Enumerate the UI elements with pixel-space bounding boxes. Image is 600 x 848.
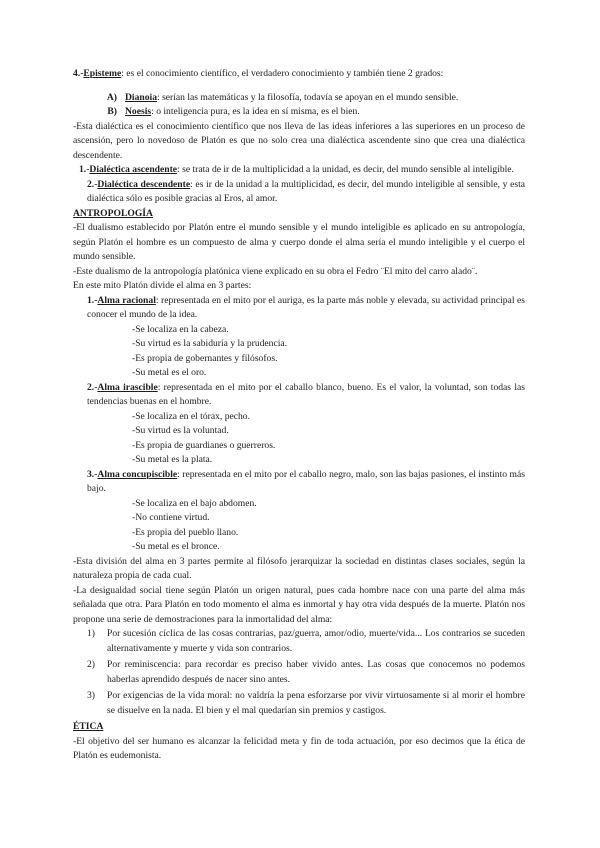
alma-term: Alma irascible bbox=[97, 381, 158, 393]
grade-term: Dianoia bbox=[125, 91, 157, 103]
list-item bbox=[73, 658, 525, 687]
list-marker: 1) bbox=[87, 628, 95, 639]
alma-number: 2.- bbox=[87, 381, 98, 393]
list-text: Por reminiscencia: para recordar es preciso haber vivido antes. Las cosas que conocemos no podemos haberlas aprendido después de nacer sino antes. bbox=[107, 659, 525, 685]
episteme-paragraph bbox=[73, 67, 525, 82]
list-marker: 3) bbox=[87, 690, 95, 701]
list-item: -Se localiza en el bajo abdomen. bbox=[132, 497, 257, 509]
list-item bbox=[73, 627, 525, 656]
dialectica-intro: -Esta dialéctica es el conocimiento científico que nos lleva de las ideas inferiores a las superiores en un proceso de ascensión, pero lo novedoso de Platón es que no solo crea una dialéctica ascendente sino que crea una dialéctica descendente. bbox=[73, 120, 525, 161]
alma-text: : representada en el mito por el auriga, es la parte más noble y elevada, su actividad principal es conocer el mundo de la idea. bbox=[87, 294, 525, 320]
dialectica-asc-term: Dialéctica ascendente bbox=[89, 164, 178, 175]
list-text: Por sucesión cíclica de las cosas contrarias, paz/guerra, amor/odio, muerte/vida... Los contrarios se suceden alternativamente y muerte y vida son contrarios. bbox=[107, 628, 525, 654]
document-page bbox=[73, 67, 525, 764]
division-paragraph: -Esta división del alma en 3 partes permite al filósofo jerarquizar la sociedad en distintas clases sociales, según la naturaleza propia de cada cual. bbox=[73, 555, 525, 581]
alma-number: 3.- bbox=[87, 468, 98, 480]
list-item: -Su metal es la plata. bbox=[132, 454, 213, 465]
episteme-text: : es el conocimiento científico, el verdadero conocimiento y también tiene 2 grados: bbox=[121, 68, 444, 79]
list-item: -Se localiza en la cabeza. bbox=[132, 323, 229, 335]
list-item: -No contiene virtud. bbox=[132, 512, 210, 523]
list-item: -Su virtud es la voluntad. bbox=[132, 425, 229, 436]
antropologia-paragraph-3: En este mito Platón divide el alma en 3 partes: bbox=[73, 280, 252, 291]
list-item: -Se localiza en el tórax, pecho. bbox=[132, 410, 251, 422]
dialectica-desc-number: 2.- bbox=[87, 178, 98, 190]
alma-irascible-paragraph bbox=[73, 381, 525, 410]
grade-desc: : o inteligencia pura, es la idea en sí misma, es el bien. bbox=[151, 106, 360, 117]
etica-paragraph: -El objetivo del ser humano es alcanzar la felicidad meta y fin de toda actuación, por eso decimos que la ética de Platón es eudemonista. bbox=[73, 735, 525, 761]
list-marker: 2) bbox=[87, 659, 95, 670]
alma-text: : representada en el mito por el caballo blanco, bueno. Es el valor, la voluntad, son todas las tendencias buenas en el hombre. bbox=[87, 381, 525, 407]
list-text: Por exigencias de la vida moral: no valdría la pena esforzarse por vivir virtuosamente si al morir el hombre se disuelve en la nada. El bien y el mal quedarían sin premios y castigos. bbox=[107, 690, 525, 716]
grade-text bbox=[125, 91, 458, 106]
antropologia-heading: ANTROPOLOGÍA bbox=[73, 207, 153, 219]
dialectica-desc-text: : es ir de la unidad a la multiplicidad, es decir, del mundo inteligible al sensible, y esta dialéctica sólo es posible gracias al Eros, al amor. bbox=[87, 178, 526, 204]
dialectica-desc-term: Dialéctica descendente bbox=[97, 178, 191, 190]
list-item: -Es propia del pueblo llano. bbox=[132, 526, 239, 538]
dialectica-descendente bbox=[73, 178, 525, 207]
alma-racional-paragraph bbox=[73, 294, 525, 323]
etica-heading: ÉTICA bbox=[73, 721, 104, 732]
alma-term: Alma concupiscible bbox=[97, 468, 178, 480]
alma-number: 1.- bbox=[87, 294, 98, 306]
list-item: -Su metal es el bronce. bbox=[132, 541, 220, 552]
spacer bbox=[73, 82, 525, 91]
alma-concupiscible-paragraph bbox=[73, 468, 525, 497]
dialectica-asc-text: : se trata de ir de la multiplicidad a la unidad, es decir, del mundo sensible al inteligible. bbox=[177, 164, 514, 175]
list-item bbox=[73, 689, 525, 718]
episteme-number: 4.- bbox=[73, 68, 84, 79]
dialectica-asc-number: 1.- bbox=[79, 164, 90, 175]
grade-term: Noesis bbox=[125, 106, 152, 117]
dialectica-ascendente bbox=[73, 163, 525, 178]
episteme-term: Episteme bbox=[83, 68, 122, 79]
grade-item-b bbox=[73, 105, 525, 120]
desigualdad-paragraph: -La desigualdad social tiene según Platón un origen natural, pues cada hombre nace con una parte del alma más señalada que otra. Para Platón en todo momento el alma es inmortal y hay otra vida después de la muerte. Platón nos propone una serie de demostraciones para la inmortalidad del alma: bbox=[73, 584, 525, 625]
list-item: -Es propia de guardianes o guerreros. bbox=[132, 439, 276, 451]
alma-term: Alma racional bbox=[97, 294, 156, 306]
grade-marker: A) bbox=[106, 91, 117, 103]
list-item: -Es propia de gobernantes y filósofos. bbox=[132, 352, 278, 364]
list-item: -Su metal es el oro. bbox=[132, 367, 207, 378]
grade-desc: : serían las matemáticas y la filosofía, todavía se apoyan en el mundo sensible. bbox=[157, 91, 459, 103]
alma-text: : representada en el mito por el caballo negro, malo, son las bajas pasiones, el instinto más bajo. bbox=[87, 468, 525, 494]
antropologia-paragraph-1: -El dualismo establecido por Platón entre el mundo sensible y el mundo inteligible es aplicado en su antropología, según Platón el hombre es un compuesto de alma y cuerpo donde el alma sería el mundo inteligible y el cuerpo el mundo sensible. bbox=[73, 222, 525, 262]
demostraciones-list bbox=[73, 627, 525, 718]
grade-text bbox=[125, 105, 360, 120]
grade-marker: B) bbox=[107, 106, 117, 117]
list-item: -Su virtud es la sabiduría y la prudencia. bbox=[132, 338, 288, 349]
grade-item-a bbox=[73, 91, 525, 106]
antropologia-paragraph-2: -Este dualismo de la antropología platónica viene explicado en su obra el Fedro ¨El mito del carro alado¨. bbox=[73, 265, 478, 277]
